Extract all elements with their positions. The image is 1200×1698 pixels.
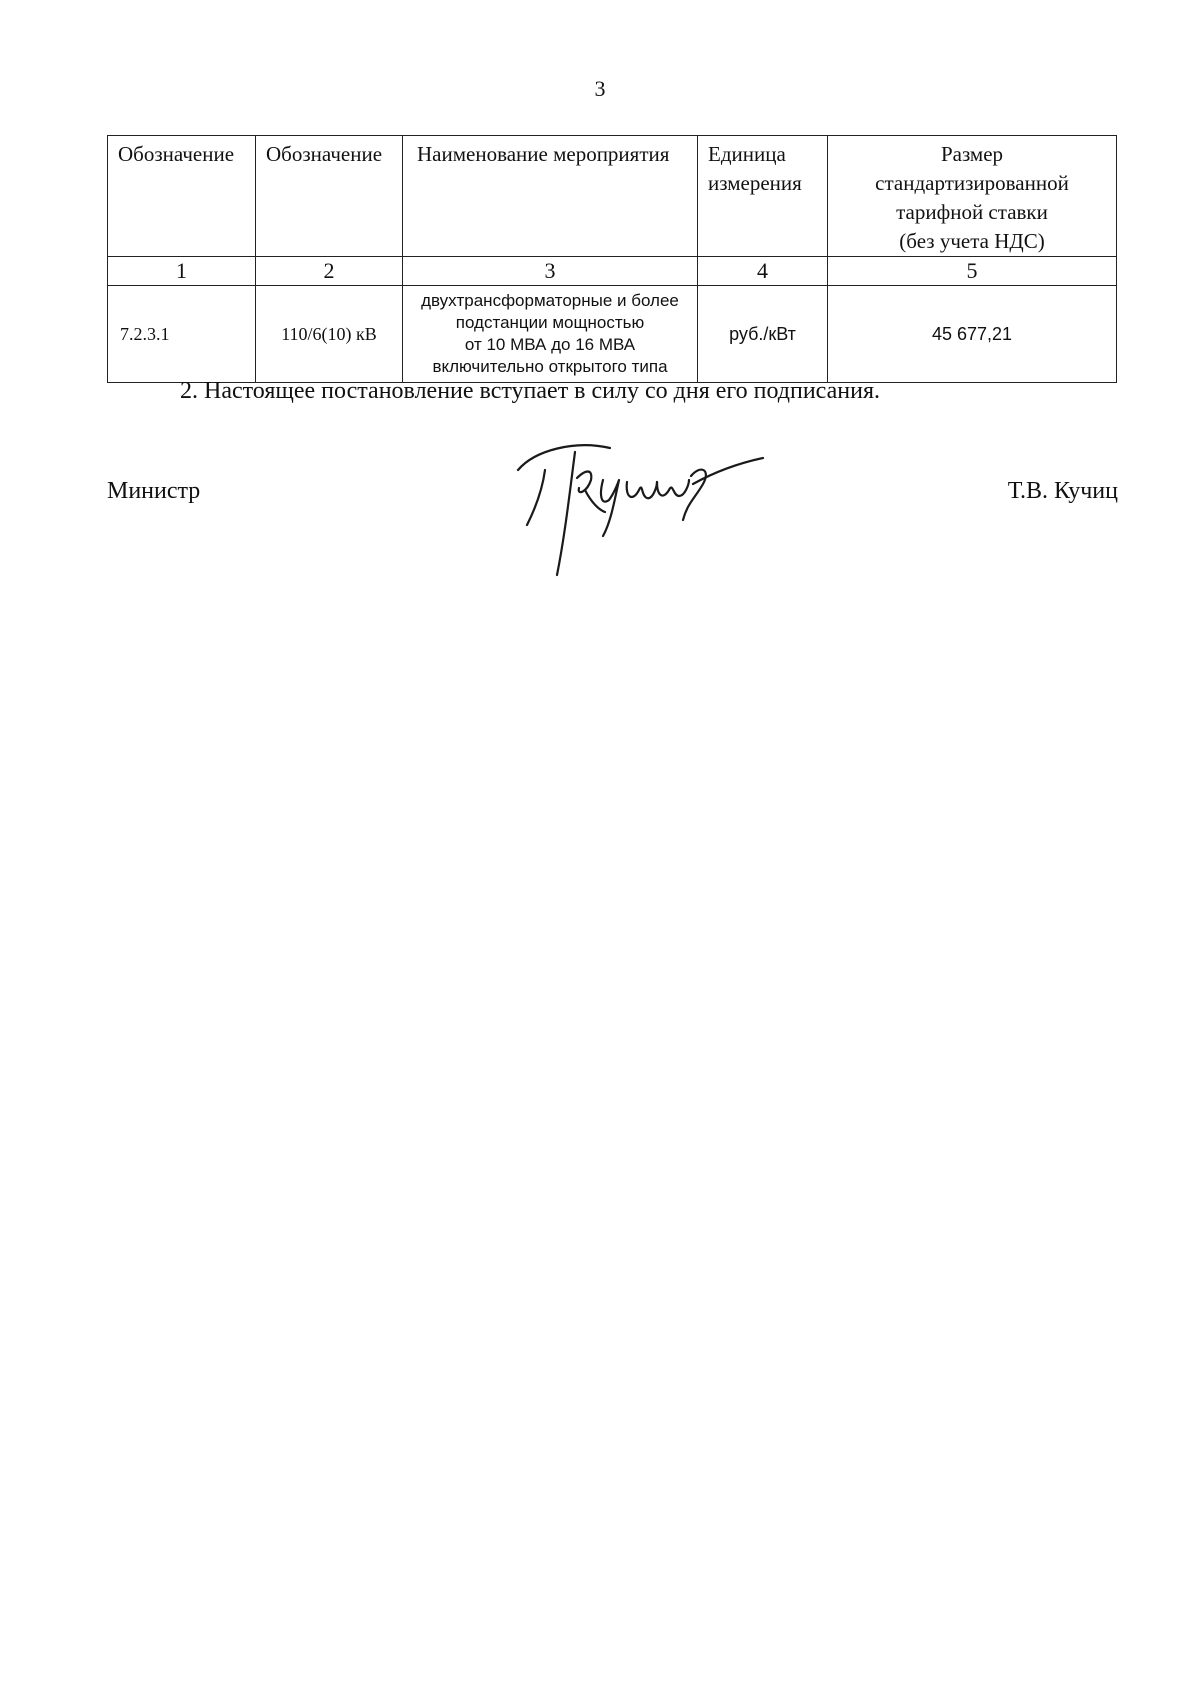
column-number: 4 — [698, 257, 828, 286]
activity-name-line: двухтрансформаторные и более — [421, 291, 679, 310]
header-rate-line: тарифной ставки — [896, 200, 1048, 224]
header-rate — [828, 136, 1117, 257]
page-number: 3 — [594, 76, 606, 101]
header-designation-1: Обозначение — [108, 136, 256, 257]
cell-code: 7.2.3.1 — [108, 286, 256, 383]
signature-text: Кучиц — [515, 440, 518, 441]
signatory-position: Министр — [107, 478, 201, 504]
activity-name-line: включительно открытого типа — [432, 357, 668, 376]
tariff-table — [107, 135, 1117, 383]
cell-rate: 45 677,21 — [828, 286, 1117, 383]
table-header-row — [108, 136, 1117, 257]
cell-activity-name — [403, 286, 698, 383]
column-number: 1 — [108, 257, 256, 286]
header-rate-line: стандартизированной — [875, 171, 1069, 195]
column-number: 2 — [256, 257, 403, 286]
column-number: 3 — [403, 257, 698, 286]
handwritten-signature — [515, 440, 795, 580]
header-designation-2: Обозначение — [256, 136, 403, 257]
activity-name-line: подстанции мощностью — [455, 313, 645, 332]
column-number-row — [108, 257, 1117, 286]
effective-date-paragraph: 2. Настоящее постановление вступает в силу со дня его подписания. — [180, 378, 881, 404]
signatory-name: Т.В. Кучиц — [1007, 478, 1118, 504]
header-rate-line: (без учета НДС) — [899, 229, 1045, 253]
table-row — [108, 286, 1117, 383]
header-unit — [698, 136, 828, 257]
header-activity-name: Наименование мероприятия — [403, 136, 698, 257]
cell-voltage: 110/6(10) кВ — [256, 286, 403, 383]
header-unit-line: измерения — [708, 171, 802, 195]
activity-name-line: от 10 МВА до 16 МВА — [464, 335, 636, 354]
header-rate-line: Размер — [940, 142, 1004, 166]
cell-unit: руб./кВт — [698, 286, 828, 383]
column-number: 5 — [828, 257, 1117, 286]
header-unit-line: Единица — [708, 142, 786, 166]
